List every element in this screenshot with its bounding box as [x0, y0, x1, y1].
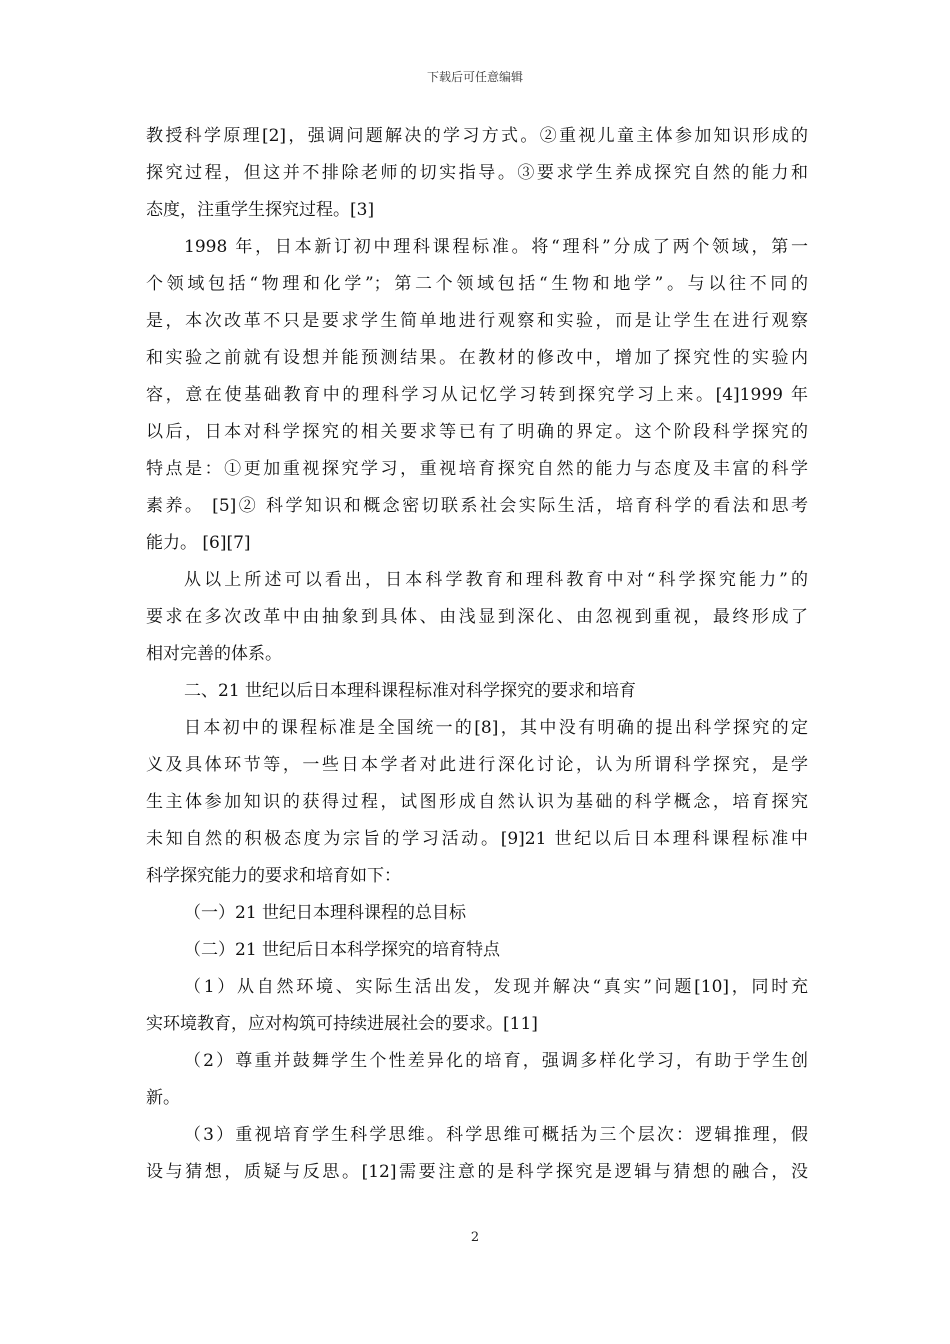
page-header: 下载后可任意编辑 — [426, 70, 523, 84]
text-line: 未知自然的积极态度为宗旨的学习活动。[9]21 世纪以后日本理科课程标准中 — [146, 829, 808, 849]
text-line: 实环境教育，应对构筑可持续进展社会的要求。[11] — [146, 1014, 538, 1034]
text-line: 义及具体环节等，一些日本学者对此进行深化讨论，认为所谓科学探究，是学 — [146, 755, 808, 775]
text-line: 素养。 [5]② 科学知识和概念密切联系社会实际生活，培育科学的看法和思考 — [146, 496, 808, 516]
document-body — [146, 118, 808, 1191]
section-heading: 二、21 世纪以后日本理科课程标准对科学探究的要求和培育 — [184, 681, 637, 701]
text-line: 生主体参加知识的获得过程，试图形成自然认识为基础的科学概念，培育探究 — [146, 792, 808, 812]
text-line: 1998 年，日本新订初中理科课程标准。将“理科”分成了两个领域，第一 — [184, 237, 808, 257]
text-line: 要求在多次改革中由抽象到具体、由浅显到深化、由忽视到重视，最终形成了 — [146, 607, 808, 627]
text-line: （2）尊重并鼓舞学生个性差异化的培育，强调多样化学习，有助于学生创 — [184, 1051, 808, 1071]
text-line: 设与猜想，质疑与反思。[12]需要注意的是科学探究是逻辑与猜想的融合，没 — [146, 1162, 808, 1182]
page-number: 2 — [470, 1230, 480, 1245]
subsection-heading: （一）21 世纪日本理科课程的总目标 — [184, 903, 467, 923]
text-line: （1）从自然环境、实际生活出发，发现并解决“真实”问题[10]，同时充 — [184, 977, 808, 997]
text-line: 新。 — [146, 1088, 180, 1108]
subsection-heading: （二）21 世纪后日本科学探究的培育特点 — [184, 940, 501, 960]
text-line: 和实验之前就有设想并能预测结果。在教材的修改中，增加了探究性的实验内 — [146, 348, 808, 368]
text-line: 相对完善的体系。 — [146, 644, 282, 664]
text-line: 能力。 [6][7] — [146, 533, 251, 553]
text-line: 探究过程，但这并不排除老师的切实指导。③要求学生养成探究自然的能力和 — [146, 163, 808, 183]
text-line: 以后，日本对科学探究的相关要求等已有了明确的界定。这个阶段科学探究的 — [146, 422, 808, 442]
text-line: 态度，注重学生探究过程。[3] — [146, 200, 375, 220]
text-line: （3）重视培育学生科学思维。科学思维可概括为三个层次：逻辑推理，假 — [184, 1125, 808, 1145]
text-line: 个领域包括“物理和化学”；第二个领域包括“生物和地学”。与以往不同的 — [146, 274, 808, 294]
text-line: 容，意在使基础教育中的理科学习从记忆学习转到探究学习上来。[4]1999 年 — [146, 385, 808, 405]
text-line: 教授科学原理[2]，强调问题解决的学习方式。②重视儿童主体参加知识形成的 — [146, 126, 808, 146]
text-line: 科学探究能力的要求和培育如下： — [146, 866, 401, 886]
text-line: 从以上所述可以看出，日本科学教育和理科教育中对“科学探究能力”的 — [184, 570, 808, 590]
text-line: 日本初中的课程标准是全国统一的[8]，其中没有明确的提出科学探究的定 — [184, 718, 808, 738]
text-line: 是，本次改革不只是要求学生简单地进行观察和实验，而是让学生在进行观察 — [146, 311, 808, 331]
text-line: 特点是：①更加重视探究学习，重视培育探究自然的能力与态度及丰富的科学 — [146, 459, 808, 479]
